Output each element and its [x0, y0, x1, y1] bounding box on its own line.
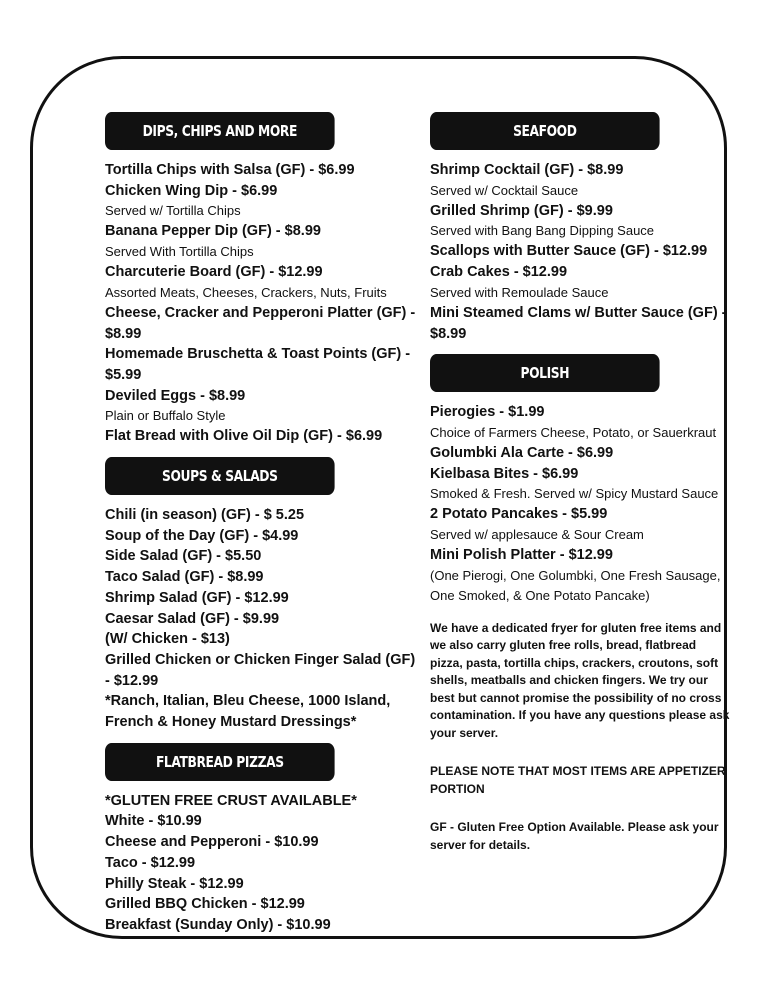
item-description: Assorted Meats, Cheeses, Crackers, Nuts, Fruits [105, 284, 387, 300]
menu-item: 2 Potato Pancakes - $5.99 [430, 506, 608, 523]
menu-section-dips-chips-and-more [105, 112, 420, 457]
menu-item: Deviled Eggs - $8.99 [105, 387, 246, 404]
menu-section-polish [430, 354, 730, 616]
item-description: Served w/ applesauce & Sour Cream [430, 527, 644, 543]
menu-item: Soup of the Day (GF) - $4.99 [105, 527, 299, 544]
info-note: PLEASE NOTE THAT MOST ITEMS ARE APPETIZER PORTION [430, 764, 726, 796]
item-description: Served with Remoulade Sauce [430, 284, 609, 300]
section-gap [430, 606, 730, 616]
menu-item: Taco Salad (GF) - $8.99 [105, 569, 264, 586]
menu-item: Caesar Salad (GF) - $9.99 [105, 610, 280, 627]
item-description: Served w/ Tortilla Chips [105, 203, 241, 219]
section-gap [430, 344, 730, 354]
item-description: Served With Tortilla Chips [105, 244, 254, 260]
right-sections [430, 112, 730, 616]
menu-item: Scallops with Butter Sauce (GF) - $12.99 [430, 243, 708, 260]
info-note: We have a dedicated fryer for gluten free items and we also carry gluten free rolls, bread, flatbread pizza, pasta, tortilla chips, crackers, croutons, soft shells, meatballs and chicken fingers. We try our best but cannot promise the possibility of no cross contamination. If you have any questions please ask your server. [430, 620, 730, 740]
note-spacer [430, 742, 730, 759]
info-note: GF - Gluten Free Option Available. Please ask your server for details. [430, 820, 719, 852]
section-header-wrap [430, 112, 730, 150]
menu-item: Side Salad (GF) - $5.50 [105, 548, 262, 565]
menu-item: Banana Pepper Dip (GF) - $8.99 [105, 223, 321, 240]
menu-item: Tortilla Chips with Salsa (GF) - $6.99 [105, 162, 355, 178]
menu-item: Kielbasa Bites - $6.99 [430, 465, 579, 482]
menu-item: Cheese, Cracker and Pepperoni Platter (GF) - $8.99 [105, 304, 416, 342]
section-gap [105, 936, 420, 946]
section-header-wrap [105, 112, 420, 150]
menu-item: Grilled Chicken or Chicken Finger Salad (GF) - $12.99 [105, 651, 416, 689]
note-spacer [430, 798, 730, 815]
right-column [430, 112, 730, 854]
menu-item: Shrimp Salad (GF) - $12.99 [105, 589, 289, 606]
menu-item: Taco - $12.99 [105, 854, 196, 871]
menu-item: White - $10.99 [105, 813, 202, 830]
menu-item: Grilled Shrimp (GF) - $9.99 [430, 202, 613, 219]
menu-item: Philly Steak - $12.99 [105, 875, 244, 892]
left-column [105, 112, 420, 946]
menu-item: *Ranch, Italian, Bleu Cheese, 1000 Island, French & Honey Mustard Dressings* [105, 693, 391, 731]
menu-item: Cheese and Pepperoni - $10.99 [105, 834, 319, 851]
menu-item: Breakfast (Sunday Only) - $10.99 [105, 916, 331, 933]
menu-item: Flat Bread with Olive Oil Dip (GF) - $6.99 [105, 428, 383, 445]
menu-item: (W/ Chicken - $13) [105, 631, 230, 648]
section-header: DIPS, CHIPS AND MORE [105, 112, 335, 150]
section-header: SEAFOOD [430, 112, 660, 150]
item-description: Smoked & Fresh. Served w/ Spicy Mustard Sauce [430, 486, 719, 502]
section-header-wrap [430, 354, 730, 392]
section-header: FLATBREAD PIZZAS [105, 743, 335, 781]
item-description: Choice of Farmers Cheese, Potato, or Sauerkraut [430, 424, 717, 440]
section-gap [105, 733, 420, 743]
menu-section-seafood [430, 112, 730, 354]
menu-item: Grilled BBQ Chicken - $12.99 [105, 896, 305, 913]
section-header: POLISH [430, 354, 660, 392]
notes-block [430, 620, 730, 855]
section-gap [105, 447, 420, 457]
menu-item: Golumbki Ala Carte - $6.99 [430, 444, 614, 461]
menu-item: Mini Steamed Clams w/ Butter Sauce (GF) - $8.99 [430, 304, 727, 342]
menu-item: Shrimp Cocktail (GF) - $8.99 [430, 162, 624, 178]
section-header-wrap [105, 743, 420, 781]
item-description: Served with Bang Bang Dipping Sauce [430, 223, 655, 239]
item-description: (One Pierogi, One Golumbki, One Fresh Sausage, One Smoked, & One Potato Pancake) [430, 567, 721, 603]
menu-item: Chicken Wing Dip - $6.99 [105, 182, 278, 199]
menu-item: Chili (in season) (GF) - $ 5.25 [105, 507, 305, 524]
section-header-wrap [105, 457, 420, 495]
menu-section-soups-salads [105, 457, 420, 743]
menu-item: Mini Polish Platter - $12.99 [430, 547, 613, 564]
menu-item: *GLUTEN FREE CRUST AVAILABLE* [105, 792, 357, 809]
menu-item: Crab Cakes - $12.99 [430, 264, 568, 281]
menu-section-flatbread-pizzas [105, 743, 420, 946]
item-description: Served w/ Cocktail Sauce [430, 182, 579, 198]
section-header: SOUPS & SALADS [105, 457, 335, 495]
menu-item: Pierogies - $1.99 [430, 404, 545, 421]
menu-item: Charcuterie Board (GF) - $12.99 [105, 264, 323, 281]
item-description: Plain or Buffalo Style [105, 408, 226, 424]
menu-item: Homemade Bruschetta & Toast Points (GF) - $5.99 [105, 346, 411, 383]
